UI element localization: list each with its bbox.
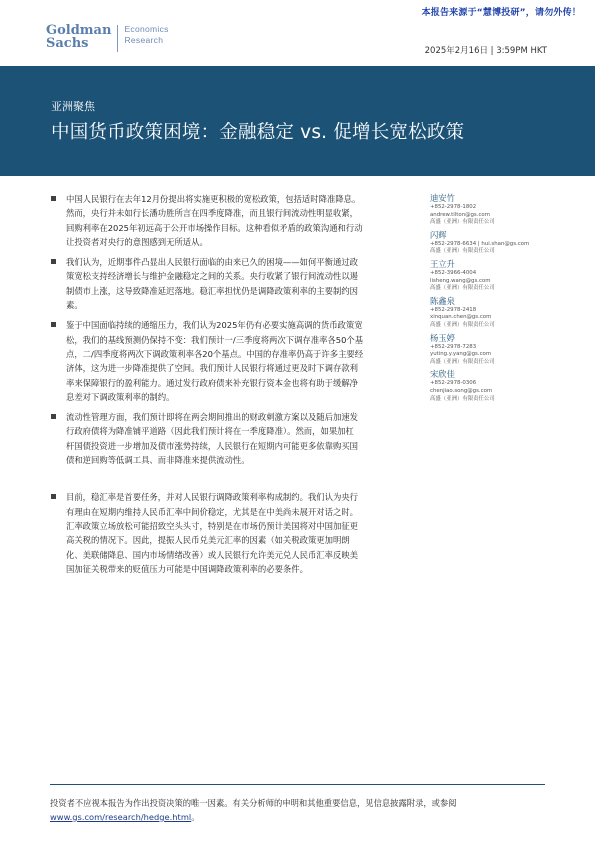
paragraph-3 — [50, 318, 422, 404]
analyst-card — [430, 259, 560, 293]
analyst-card — [430, 230, 560, 256]
paragraph-line: 流动性管理方面，我们预计即将在两会期间推出的财政刺激方案以及随后加速发 — [66, 412, 359, 423]
analyst-name: 迪安竹 — [430, 193, 455, 203]
paragraph-line: 国加征关税带来的贬值压力可能是中国调降政策利率的必要条件。 — [66, 563, 308, 574]
disclosure-link[interactable]: www.gs.com/research/hedge.html — [50, 812, 192, 822]
analyst-email[interactable]: lisheng.wang@gs.com — [430, 277, 491, 284]
paragraph-line: 制债市上涨，这导致降准延迟落地。稳汇率担忧仍是调降政策利率的主要制约因 — [66, 285, 359, 296]
analyst-card — [430, 333, 560, 367]
paragraph-4 — [50, 410, 422, 467]
paragraph-1 — [50, 192, 422, 249]
logo-divider — [117, 25, 118, 52]
analyst-name: 杨玉婷 — [430, 332, 455, 343]
analyst-email[interactable]: yuting.y.yang@gs.com — [430, 351, 492, 358]
watermark-notice: 本报告来源于“慧博投研”，请勿外传！ — [421, 8, 581, 18]
paragraph-line: 汇率政策立场放松可能招致空头头寸，特别是在市场仍预计美国将对中国加征更 — [66, 520, 359, 531]
analyst-phone: +852-2978-2418 — [430, 306, 477, 313]
paragraph-line: 息差对下调政策利率的制约。 — [66, 391, 175, 402]
paragraph-line: 策宽松支持经济增长与维护金融稳定之间的关系。央行收紧了银行间流动性以遏 — [66, 271, 359, 282]
series-label: 亚洲聚焦 — [51, 100, 95, 113]
analyst-firm: 高盛（亚洲）有限责任公司 — [430, 358, 495, 365]
footer-divider — [50, 784, 545, 785]
paragraph-line: 我们认为，近期事件凸显出人民银行面临的由来已久的困境——如何平衡通过政 — [66, 257, 359, 268]
analyst-contact: +852-2978-6634 | hui.shan@gs.com — [430, 240, 530, 247]
paragraph-line: 点，二/四季度将两次下调政策利率各20个基点。中国的存准率仍高于许多主要经 — [66, 348, 364, 359]
bullet-icon — [51, 322, 56, 327]
analyst-email[interactable]: andrew.tilton@gs.com — [430, 211, 490, 218]
publish-date: 2025年2月16日 | 3:59PM HKT — [424, 46, 547, 56]
analyst-card — [430, 369, 560, 403]
paragraph-line: 素。 — [66, 300, 83, 311]
paragraph-2 — [50, 255, 422, 312]
analyst-email[interactable]: hui.shan@gs.com — [481, 240, 530, 247]
bullet-icon — [51, 494, 56, 499]
paragraph-line: 杆国债投资进一步增加及债市涨势持续，人民银行在短期内可能更多依靠购买国 — [66, 440, 359, 451]
paragraph-line: 高关税的情况下。因此，提振人民币兑美元汇率的因素（如关税政策更加明朗 — [66, 535, 350, 546]
analyst-name: 闪辉 — [430, 229, 447, 240]
analyst-firm: 高盛（亚洲）有限责任公司 — [430, 321, 495, 328]
logo-wordmark — [46, 24, 111, 50]
bullet-icon — [51, 196, 56, 201]
analyst-phone: +852-2978-1802 — [430, 204, 477, 210]
report-title: 中国货币政策困境：金融稳定 vs. 促增长宽松政策 — [51, 122, 465, 143]
analyst-phone: +852-3966-4004 — [430, 269, 477, 276]
analyst-firm: 高盛（亚洲）有限责任公司 — [430, 395, 495, 402]
paragraph-line: 济体，这为进一步降准提供了空间。我们预计人民银行将通过更及时下调存款利 — [66, 363, 359, 374]
paragraph-line: 鉴于中国面临持续的通缩压力，我们认为2025年仍有必要实施高调的货币政策宽 — [66, 320, 363, 331]
analyst-sidebar — [430, 193, 560, 406]
analyst-email[interactable]: xinquan.chen@gs.com — [430, 314, 492, 321]
report-body — [50, 192, 422, 582]
analyst-phone: +852-2978-6634 — [430, 240, 477, 247]
paragraph-line: 让投资者对央行的意图感到无所适从。 — [66, 236, 208, 247]
disclaimer-text: 投资者不应视本报告为作出投资决策的唯一因素。有关分析师的申明和其他重要信息，见信息披露附录，或参阅 — [50, 798, 457, 808]
logo-line-goldman: Goldman — [46, 23, 112, 38]
analyst-firm: 高盛（亚洲）有限责任公司 — [430, 219, 495, 226]
logo-subtitle — [124, 24, 168, 46]
analyst-card — [430, 296, 560, 330]
analyst-phone: +852-2978-7283 — [430, 343, 477, 350]
paragraph-line: 率来保障银行的盈利能力。通过发行政府债来补充银行资本金也将有助于缓解净 — [66, 377, 359, 388]
paragraph-5 — [50, 490, 422, 576]
analyst-email[interactable]: chenjiao.song@gs.com — [430, 387, 493, 394]
disclaimer-footer — [50, 796, 550, 824]
paragraph-line: 松，我们的基线预测仍保持不变：我们预计一/三季度将两次下调存准率各50个基 — [66, 334, 364, 345]
analyst-card — [430, 193, 560, 227]
paragraph-line: 中国人民银行在去年12月份提出将实施更积极的宽松政策，包括适时降准降息。 — [66, 194, 361, 204]
logo-line-sachs: Sachs — [46, 36, 89, 51]
goldman-sachs-logo — [46, 24, 169, 52]
paragraph-line: 目前，稳汇率是首要任务，并对人民银行调降政策利率构成制约。我们认为央行 — [66, 492, 359, 503]
paragraph-line: 行政府债将为降准铺平道路（因此我们预计将在一季度降准）。然而，如果加杠 — [66, 426, 354, 437]
bullet-icon — [51, 259, 56, 264]
logo-line-economics: Economics — [124, 24, 169, 34]
paragraph-line: 回购利率在2025年初远高于公开市场操作目标。这种看似矛盾的政策沟通和行动 — [66, 222, 363, 233]
analyst-name: 陈鑫泉 — [430, 295, 455, 306]
analyst-firm: 高盛（亚洲）有限责任公司 — [430, 248, 495, 255]
analyst-phone: +852-2978-0306 — [430, 380, 477, 387]
paragraph-line: 化、美联储降息、国内市场情绪改善）或人民银行允许美元兑人民币汇率反映美 — [66, 549, 359, 560]
paragraph-line: 有理由在短期内维持人民币汇率中间价稳定，尤其是在中美尚未展开对话之时。 — [66, 506, 359, 517]
disclaimer-suffix: 。 — [191, 812, 200, 822]
paragraph-line: 债和逆回购等低调工具、而非降准来提供流动性。 — [66, 455, 250, 466]
logo-line-research: Research — [124, 35, 164, 45]
analyst-name: 王立升 — [430, 258, 455, 269]
bullet-icon — [51, 414, 56, 419]
analyst-name: 宋欣佳 — [430, 369, 455, 380]
paragraph-line: 然而，央行并未如行长潘功胜所言在四季度降准，而且银行间流动性明显收紧， — [66, 208, 359, 219]
analyst-firm: 高盛（亚洲）有限责任公司 — [430, 285, 495, 292]
